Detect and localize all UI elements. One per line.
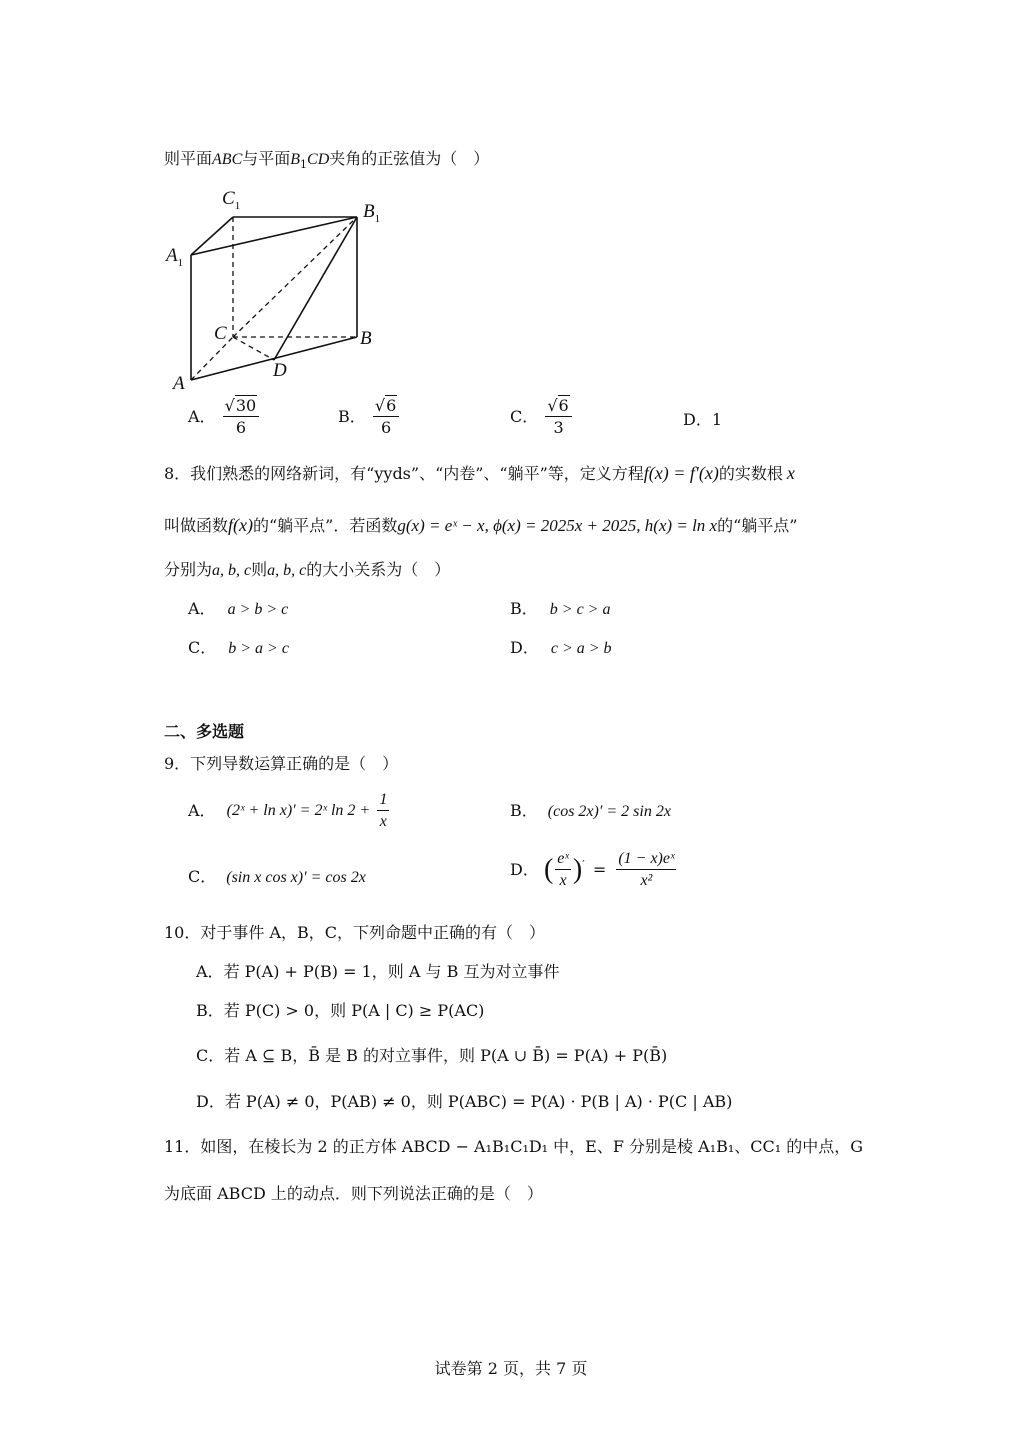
q7-stem: 则平面ABC与平面$B_1CD$夹角的正弦值为（ ）: [164, 149, 490, 172]
edge-a1-b1: [191, 217, 357, 255]
q10-option-c[interactable]: C．若 A ⊆ B，B̄ 是 B 的对立事件，则 P(A ∪ B̄) = P(A) + P(B̄): [196, 1046, 668, 1065]
hidden-segment-c-d: [233, 337, 274, 360]
q8-line2: 叫做函数f(x)的“躺平点”．若函数g(x) = eˣ − x, ϕ(x) = 2025x + 2025, h(x) = ln x的“躺平点”: [164, 515, 798, 535]
hidden-segment-c-b1: [233, 217, 357, 337]
label-b1: $B_1$: [363, 201, 381, 225]
section-title: 二、多选题: [164, 722, 245, 741]
edge-a1-c1: [191, 217, 233, 255]
q8-option-a[interactable]: A． a > b > c: [188, 599, 289, 618]
q7-option-d[interactable]: D．1: [683, 410, 723, 429]
q8-line1: 8．我们熟悉的网络新词，有“yyds”、“内卷”、“躺平”等，定义方程f(x) = f′(x)的实数根 x: [164, 463, 795, 483]
q9-option-a[interactable]: A． (2ˣ + ln x)′ = 2ˣ ln 2 + $\frac{1}{x}$: [188, 791, 388, 830]
q10-option-b[interactable]: B．若 P(C) > 0，则 P(A | C) ≥ P(AC): [196, 1001, 485, 1020]
q8-option-b[interactable]: B． b > c > a: [510, 599, 611, 618]
q9-option-d[interactable]: D． ( $\frac{\text{eˣ}}{x}$ )′ = $\frac{\text{(1 − x)eˣ}}{\text{x²}}$: [510, 850, 675, 889]
label-a1: $A_1$: [166, 245, 184, 269]
label-c1: $C_1$: [222, 188, 241, 212]
page-footer: 试卷第 2 页，共 7 页: [434, 1359, 588, 1378]
label-c: C: [214, 323, 227, 344]
label-d: D: [273, 360, 287, 381]
q7-option-b[interactable]: B． $\frac{√6}{6}$: [338, 398, 401, 436]
q10-option-a[interactable]: A．若 P(A) + P(B) = 1，则 A 与 B 互为对立事件: [196, 962, 560, 981]
q9-stem: 9．下列导数运算正确的是（ ）: [164, 754, 399, 773]
q7-option-a[interactable]: A． $\frac{√30}{6}$: [188, 398, 261, 436]
q8-option-c[interactable]: C． b > a > c: [188, 638, 289, 657]
label-a: A: [173, 373, 185, 394]
q9-option-c[interactable]: C． (sin x cos x)′ = cos 2x: [188, 867, 366, 886]
q8-option-d[interactable]: D． c > a > b: [510, 638, 612, 657]
q7-option-c[interactable]: C． $\frac{√6}{3}$: [510, 398, 574, 436]
segment-b1-d: [274, 217, 357, 360]
q8-line3: 分别为a, b, c则a, b, c的大小关系为（ ）: [164, 560, 451, 579]
q10-stem: 10．对于事件 A，B，C，下列命题中正确的有（ ）: [164, 923, 546, 942]
q9-option-b[interactable]: B． (cos 2x)′ = 2 sin 2x: [510, 801, 671, 820]
q10-option-d[interactable]: D．若 P(A) ≠ 0，P(AB) ≠ 0，则 P(ABC) = P(A) · P(B | A) · P(C | AB): [196, 1092, 733, 1111]
q11-line2: 为底面 ABCD 上的动点．则下列说法正确的是（ ）: [164, 1184, 543, 1203]
q11-line1: 11．如图，在棱长为 2 的正方体 ABCD − A₁B₁C₁D₁ 中，E、F 分别是棱 A₁B₁、CC₁ 的中点，G: [164, 1137, 864, 1156]
label-b: B: [360, 328, 372, 349]
